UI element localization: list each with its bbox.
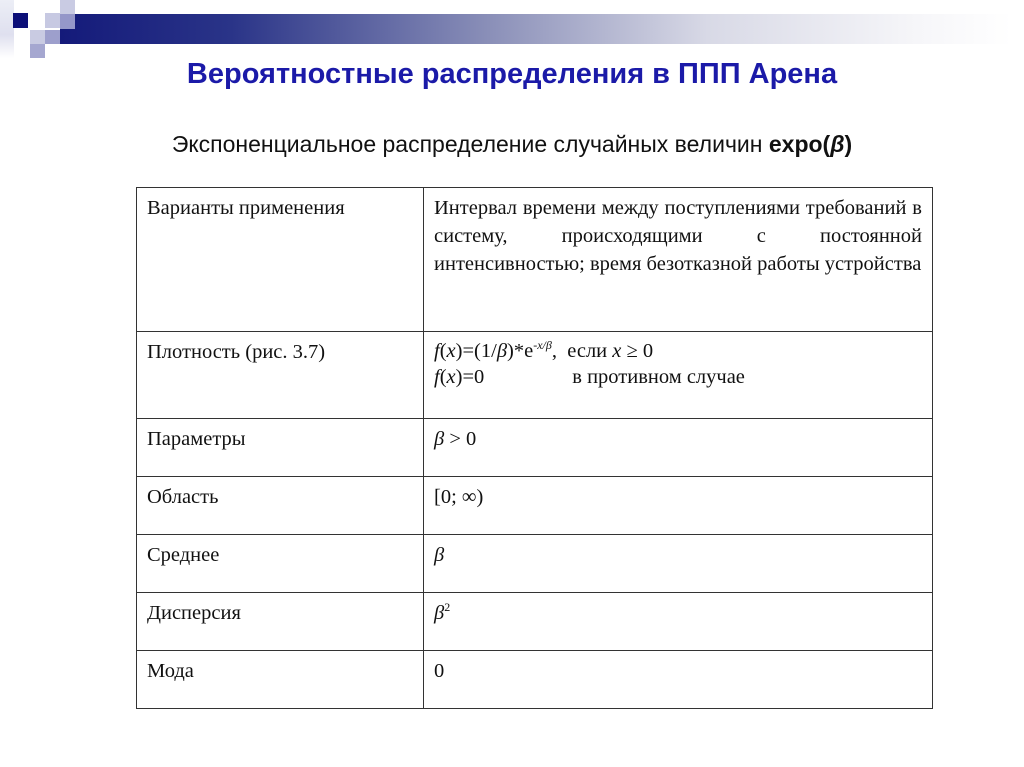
deco-square — [45, 13, 60, 28]
distribution-table — [136, 187, 933, 709]
row-key: Среднее — [137, 535, 424, 593]
deco-square — [30, 44, 45, 58]
table-row — [137, 651, 933, 709]
subtitle-param: β — [830, 131, 845, 157]
row-key: Варианты применения — [137, 188, 424, 332]
deco-square — [0, 0, 14, 58]
slide-title: Вероятностные распределения в ППП Арена — [186, 58, 838, 90]
header-gradient-bar — [60, 14, 1012, 44]
subtitle-text: Экспоненциальное распределение случайных величин — [171, 131, 769, 157]
deco-square — [60, 14, 75, 29]
density-line-2: f(x)=0 в противном случае — [434, 366, 745, 388]
row-value: $\beta^2$ — [424, 593, 933, 651]
row-value: [0; ∞) — [424, 477, 933, 535]
density-formula — [424, 332, 933, 419]
subtitle-function: expo( — [768, 131, 831, 157]
table-row — [137, 477, 933, 535]
density-line-1: $f(x)=(1/\beta)*e^{-x/\beta}$, если x ≥ 0 — [434, 338, 654, 362]
row-key: Плотность (рис. 3.7) — [137, 332, 424, 419]
table-row — [137, 593, 933, 651]
subtitle-close: ) — [844, 131, 853, 157]
row-value: β — [424, 535, 933, 593]
table-row — [137, 188, 933, 332]
row-value: 0 — [424, 651, 933, 709]
deco-square — [60, 0, 75, 14]
deco-square — [13, 13, 28, 28]
row-key: Параметры — [137, 419, 424, 477]
row-value: β > 0 — [424, 419, 933, 477]
row-key: Область — [137, 477, 424, 535]
slide-subtitle — [0, 131, 1024, 158]
row-key: Дисперсия — [137, 593, 424, 651]
table-row — [137, 535, 933, 593]
row-value: Интервал времени между поступлениями требований в систему, происходящими с постоянной интенсивностью; время безотказной работы устройства — [424, 188, 933, 332]
table-row — [137, 419, 933, 477]
table-row — [137, 332, 933, 419]
deco-square — [45, 30, 60, 44]
deco-square — [30, 30, 45, 45]
row-key: Мода — [137, 651, 424, 709]
